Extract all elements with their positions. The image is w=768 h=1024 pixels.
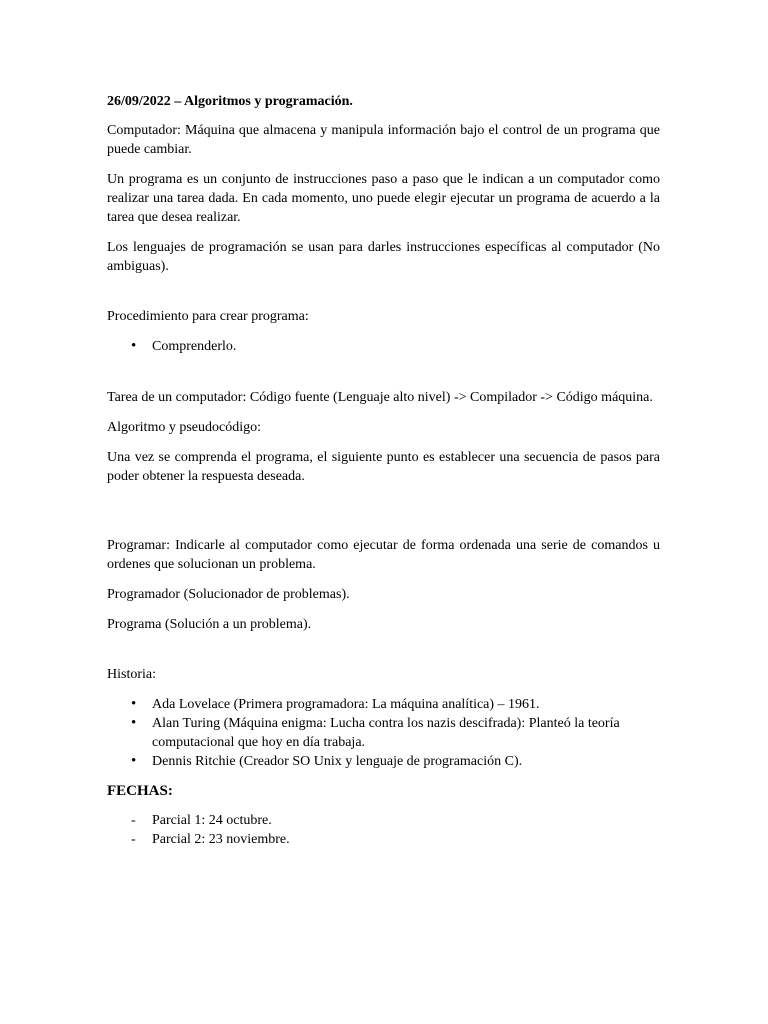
paragraph-secuencia: Una vez se comprenda el programa, el siguiente punto es establecer una secuencia de pasos para poder obtener la respuesta deseada.	[107, 450, 660, 484]
dates-list	[107, 811, 660, 849]
list-item	[107, 830, 660, 849]
paragraph-programar: Programar: Indicarle al computador como ejecutar de forma ordenada una serie de comandos u ordenes que solucionan un problema.	[107, 538, 660, 572]
spacer	[107, 367, 660, 388]
bullet-icon	[131, 714, 141, 733]
list-item	[107, 752, 660, 771]
list-item-text: Ada Lovelace (Primera programadora: La máquina analítica) – 1961.	[152, 697, 540, 712]
paragraph-computador: Computador: Máquina que almacena y manipula información bajo el control de un programa que puede cambiar.	[107, 123, 660, 157]
paragraph-algoritmo: Algoritmo y pseudocódigo:	[107, 420, 261, 435]
procedure-heading: Procedimiento para crear programa:	[107, 309, 309, 324]
paragraph-programador: Programador (Solucionador de problemas).	[107, 587, 350, 602]
bullet-icon	[131, 752, 141, 771]
list-item-text: Comprenderlo.	[152, 339, 237, 354]
dash-icon	[131, 830, 136, 849]
list-item-text: Parcial 1: 24 octubre.	[152, 813, 272, 828]
list-item-text: Dennis Ritchie (Creador SO Unix y lenguaje de programación C).	[152, 754, 523, 769]
history-heading: Historia:	[107, 667, 156, 682]
list-item-text: Alan Turing (Máquina enigma: Lucha contra los nazis descifrada): Planteó la teoría computacional que hoy en día trabaja.	[152, 716, 620, 750]
list-item	[107, 695, 660, 714]
document-title: 26/09/2022 – Algoritmos y programación.	[107, 94, 353, 109]
paragraph-programa-solucion: Programa (Solución a un problema).	[107, 617, 312, 632]
paragraph-tarea: Tarea de un computador: Código fuente (Lenguaje alto nivel) -> Compilador -> Código máquina.	[107, 390, 653, 405]
document-body	[107, 92, 660, 849]
dates-heading: FECHAS:	[107, 783, 173, 799]
paragraph-programa: Un programa es un conjunto de instrucciones paso a paso que le indican a un computador como realizar una tarea dada. En cada momento, uno puede elegir ejecutar un programa de acuerdo a la tarea que desea realizar.	[107, 172, 660, 225]
dash-icon	[131, 811, 136, 830]
list-item	[107, 714, 660, 752]
list-item-text: Parcial 2: 23 noviembre.	[152, 832, 290, 847]
bullet-icon	[131, 337, 141, 356]
list-item	[107, 337, 660, 356]
spacer	[107, 645, 660, 665]
history-list	[107, 695, 660, 771]
list-item	[107, 811, 660, 830]
procedure-list	[107, 337, 660, 356]
spacer	[107, 287, 660, 307]
paragraph-lenguajes: Los lenguajes de programación se usan para darles instrucciones específicas al computador (No ambiguas).	[107, 240, 660, 274]
spacer	[107, 497, 660, 536]
bullet-icon	[131, 695, 141, 714]
